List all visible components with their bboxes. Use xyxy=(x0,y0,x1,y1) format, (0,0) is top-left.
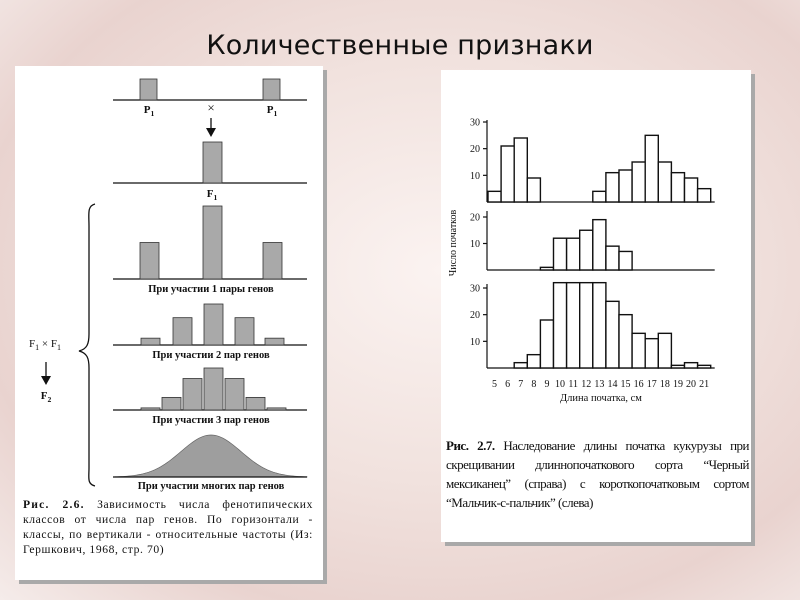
top-right-bar xyxy=(593,191,606,202)
top-left-bar xyxy=(488,191,501,202)
f2-label: $F_2$ xyxy=(40,390,52,404)
x-tick-label: 11 xyxy=(568,379,578,390)
f2-label-subscript: 2 xyxy=(47,395,52,404)
x-tick-label: 20 xyxy=(686,379,697,390)
bottom-bar xyxy=(671,365,684,368)
figure-2-7-card xyxy=(441,70,751,542)
p1-left-label-subscript: 1 xyxy=(150,109,155,118)
top-left-bar xyxy=(501,146,514,202)
x-tick-label: 15 xyxy=(620,379,631,390)
y-axis-label: Число початков xyxy=(448,209,459,277)
x-tick-label: 7 xyxy=(518,379,524,390)
curly-brace xyxy=(79,204,95,486)
p1-left-label: $P_1$ xyxy=(143,104,155,118)
bottom-bar xyxy=(632,333,645,368)
x-tick-label: 9 xyxy=(544,379,550,390)
bottom-bar xyxy=(685,363,698,368)
panel-2-bar xyxy=(265,338,284,345)
middle-bar xyxy=(540,267,553,270)
panel-3-bar xyxy=(141,408,160,410)
x-tick-label: 19 xyxy=(672,379,683,390)
x-tick-label: 10 xyxy=(555,379,566,390)
top-right-bar xyxy=(698,189,711,202)
x-tick-label: 17 xyxy=(646,379,657,390)
panel-1-bar xyxy=(140,243,159,280)
bottom-panel-tick-label: 10 xyxy=(470,336,480,348)
bottom-bar xyxy=(527,355,540,368)
f1-label-subscript: 1 xyxy=(213,193,218,202)
bottom-bar xyxy=(514,363,527,368)
arrow-head-icon xyxy=(206,128,216,137)
x-tick-label: 21 xyxy=(699,379,710,390)
bottom-bar xyxy=(606,301,619,368)
top-right-bar xyxy=(685,178,698,202)
panel-3-bar xyxy=(204,368,223,410)
x-tick-label: 13 xyxy=(594,379,605,390)
bottom-bar xyxy=(698,365,711,368)
panel-1-caption: При участии 1 пары генов xyxy=(148,284,274,295)
x-axis-label: Длина початка, см xyxy=(560,393,642,404)
figure-2-7-chart xyxy=(441,70,751,430)
bottom-bar xyxy=(658,333,671,368)
figure-2-7-caption-text: Наследование длины початка кукурузы при скрещивании длиннопочаткового сорта “Черный мексиканец” (справа) с короткопочатковым сортом “Мальчик-с-пальчик” (слева) xyxy=(446,438,749,510)
x-tick-label: 5 xyxy=(492,379,498,390)
top-panel-tick-label: 20 xyxy=(470,144,480,156)
top-right-bar xyxy=(619,170,632,202)
panel-3-bar xyxy=(183,379,202,411)
p1-right-label-subscript: 1 xyxy=(273,109,278,118)
top-right-bar xyxy=(632,162,645,202)
top-panel-tick-label: 10 xyxy=(470,170,480,182)
slide-title: Количественные признаки xyxy=(206,30,594,61)
middle-panel-tick-label: 10 xyxy=(470,239,480,250)
top-right-bar xyxy=(671,173,684,202)
panel-3-bar xyxy=(246,397,265,410)
middle-bar xyxy=(593,220,606,270)
f1xf1-f2: F xyxy=(50,338,57,350)
panel-3-bar xyxy=(225,379,244,411)
p1-right-label: $P_1$ xyxy=(266,104,278,118)
figure-2-6-card xyxy=(15,66,323,580)
panel-1-bar xyxy=(263,243,282,280)
f1xf1-f: F xyxy=(29,338,36,350)
top-right-bar xyxy=(606,173,619,202)
f2-arrow-head-icon xyxy=(41,376,51,385)
panel-2-caption: При участии 2 пар генов xyxy=(152,350,270,361)
f1xf1-sub: 1 xyxy=(35,343,40,352)
panel-2-bar xyxy=(235,318,254,345)
x-tick-label: 6 xyxy=(505,379,511,390)
middle-bar xyxy=(580,230,593,270)
f1xf1-sub2: 1 xyxy=(56,343,61,352)
f1-bar xyxy=(203,142,222,183)
top-right-bar xyxy=(645,135,658,202)
panel-3-caption: При участии 3 пар генов xyxy=(152,415,270,426)
bottom-bar xyxy=(580,283,593,368)
top-panel-tick-label: 30 xyxy=(470,117,480,129)
f1xf1-label xyxy=(29,338,61,352)
panel-1-bar xyxy=(203,206,222,279)
x-tick-label: 12 xyxy=(581,379,592,390)
bottom-bar xyxy=(619,315,632,368)
figure-2-6-caption-label: Рис. 2.6. xyxy=(23,498,85,511)
p1-bar xyxy=(263,79,280,100)
panel-3-bar xyxy=(162,397,181,410)
figure-2-6-caption-text: Зависимость числа фенотипических классов от числа пар генов. По горизонтали - классы, по вертикали - относительные частоты (Из: Гершкович, 1968, стр. 70) xyxy=(23,498,313,556)
x-tick-label: 18 xyxy=(659,379,670,390)
middle-bar xyxy=(554,238,567,270)
p1-bar xyxy=(140,79,157,100)
middle-bar xyxy=(619,251,632,270)
x-tick-label: 14 xyxy=(607,379,618,390)
top-left-bar xyxy=(514,138,527,202)
figure-2-6-chart xyxy=(15,66,323,496)
bottom-panel-tick-label: 20 xyxy=(470,310,480,322)
x-tick-label: 16 xyxy=(633,379,644,390)
x-tick-label: 8 xyxy=(531,379,537,390)
middle-bar xyxy=(567,238,580,270)
bottom-bar xyxy=(593,283,606,368)
top-left-bar xyxy=(527,178,540,202)
bottom-panel-tick-label: 30 xyxy=(470,283,480,295)
panel-4-curve xyxy=(115,435,307,477)
f1-label: $F_1$ xyxy=(206,188,218,202)
bottom-bar xyxy=(540,320,553,368)
bottom-bar xyxy=(567,283,580,368)
figure-2-6-caption xyxy=(23,497,313,557)
panel-3-bar xyxy=(267,408,286,410)
panel-2-bar xyxy=(173,318,192,345)
bottom-bar xyxy=(645,339,658,368)
panel-2-bar xyxy=(141,338,160,345)
cross-symbol: × xyxy=(207,100,215,115)
f1xf1-times: × xyxy=(39,338,51,350)
panel-4-caption: При участии многих пар генов xyxy=(137,481,285,492)
middle-panel-tick-label: 20 xyxy=(470,212,480,224)
middle-bar xyxy=(606,246,619,270)
figure-2-7-caption-label: Рис. 2.7. xyxy=(446,438,495,453)
bottom-bar xyxy=(554,283,567,368)
panel-2-bar xyxy=(204,304,223,345)
top-right-bar xyxy=(658,162,671,202)
figure-2-7-caption xyxy=(446,436,749,512)
